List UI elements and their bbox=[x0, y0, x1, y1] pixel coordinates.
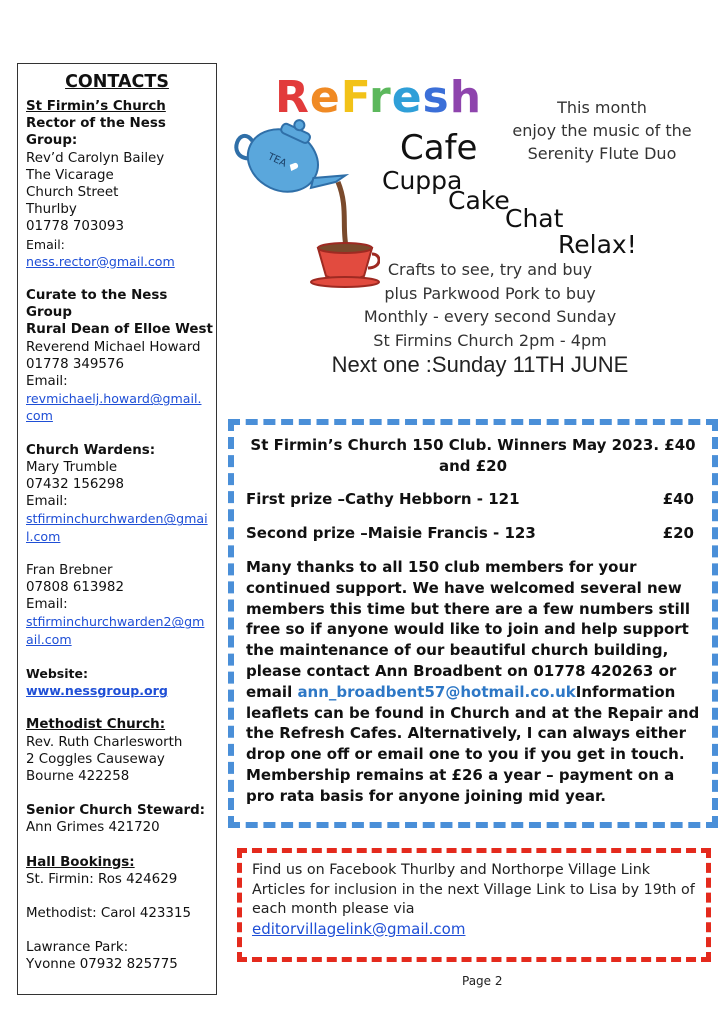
hall-lawrance: Yvonne 07932 825775 bbox=[26, 957, 178, 973]
music-line: This month bbox=[557, 98, 647, 117]
rector-email-label: Email: bbox=[26, 236, 65, 252]
rural-dean-role: Rural Dean of Elloe West bbox=[26, 322, 213, 338]
rector-address-1: The Vicarage bbox=[26, 167, 114, 183]
brand-letter: e bbox=[391, 72, 423, 123]
first-prize-label: First prize –Cathy Hebborn - 121 bbox=[246, 490, 520, 508]
rector-role: Rector of the Ness Group: bbox=[26, 116, 166, 149]
st-firmin-heading: St Firmin’s Church bbox=[26, 99, 166, 114]
cuppa-word: Cuppa bbox=[382, 166, 463, 195]
wardens-heading: Church Wardens: bbox=[26, 442, 156, 458]
find-us-text: Find us on Facebook Thurlby and Northorpe Village Link Articles for inclusion in the next Village Link to Lisa by 19th of each month please via bbox=[252, 862, 695, 918]
relax-word: Relax! bbox=[558, 230, 637, 259]
second-prize-amount: £20 bbox=[662, 524, 694, 542]
music-note bbox=[492, 96, 712, 165]
music-line: Serenity Flute Duo bbox=[527, 144, 677, 163]
curate-email-label: Email: bbox=[26, 374, 68, 390]
rector-phone: 01778 703093 bbox=[26, 219, 124, 235]
hall-bookings-heading: Hall Bookings: bbox=[26, 854, 135, 870]
curate-name: Reverend Michael Howard bbox=[26, 339, 201, 355]
chat-word: Chat bbox=[505, 204, 564, 233]
refresh-cafe-poster bbox=[230, 62, 710, 392]
warden-2-name: Fran Brebner bbox=[26, 562, 113, 578]
steward-heading: Senior Church Steward: bbox=[26, 803, 206, 819]
contacts-title: CONTACTS bbox=[65, 72, 169, 92]
website-label: Website: bbox=[26, 665, 88, 681]
info-line: Crafts to see, try and buy bbox=[387, 260, 593, 279]
cake-word: Cake bbox=[448, 186, 510, 215]
club-150-box bbox=[228, 419, 718, 828]
club-heading: St Firmin’s Church 150 Club. Winners May 2023. £40 and £20 bbox=[250, 436, 696, 475]
warden-2-phone: 07808 613982 bbox=[26, 580, 124, 596]
website-link[interactable]: www.nessgroup.org bbox=[26, 683, 168, 699]
club-message-outro: Information leaflets can be found in Church and at the Repair and the Refresh Cafes. Alternatively, I can always either drop one off or email one to you if you get in touch. Membership remains at £26 a year – payment on a pro rata basis for anyone joining mid year. bbox=[246, 682, 700, 805]
curate-phone: 01778 349576 bbox=[26, 356, 124, 372]
methodist-heading: Methodist Church: bbox=[26, 717, 166, 733]
next-event-date: Next one :Sunday 11TH JUNE bbox=[331, 352, 629, 377]
warden-2-email-label: Email: bbox=[26, 597, 68, 613]
rector-email-link[interactable]: ness.rector@gmail.com bbox=[26, 253, 175, 269]
teapot-label: TEA bbox=[265, 151, 289, 170]
hall-st-firmin: St. Firmin: Ros 424629 bbox=[26, 871, 178, 887]
methodist-address-2: Bourne 422258 bbox=[26, 768, 130, 784]
cafe-info bbox=[300, 258, 680, 352]
refresh-brand-title bbox=[275, 72, 482, 123]
first-prize-amount: £40 bbox=[662, 490, 694, 508]
brand-letter: h bbox=[449, 72, 483, 123]
first-prize-row bbox=[246, 489, 700, 510]
hall-methodist: Methodist: Carol 423315 bbox=[26, 905, 191, 921]
brand-letter: e bbox=[309, 72, 341, 123]
club-message-intro: Many thanks to all 150 club members for your continued support. We have welcomed several new members this time but there are a few numbers still free so if anyone would like to join and help support the maintenance of our beautiful church building, please contact Ann Broadbent on 01778 420263 or email bbox=[246, 558, 691, 701]
rector-name: Rev’d Carolyn Bailey bbox=[26, 150, 165, 166]
rector-address-3: Thurlby bbox=[26, 202, 77, 218]
second-prize-label: Second prize –Maisie Francis - 123 bbox=[246, 524, 536, 542]
warden-1-phone: 07432 156298 bbox=[26, 477, 124, 493]
methodist-minister-name: Rev. Ruth Charlesworth bbox=[26, 734, 183, 750]
warden-2-email-link[interactable]: stfirminchurchwarden2@gmail.com bbox=[26, 614, 205, 647]
curate-email-link[interactable]: revmichaelj.howard@gmail.com bbox=[26, 391, 202, 424]
brand-letter: r bbox=[368, 72, 392, 123]
brand-letter: F bbox=[340, 72, 369, 123]
editor-email-link[interactable]: editorvillagelink@gmail.com bbox=[252, 919, 466, 938]
second-prize-row bbox=[246, 523, 700, 544]
warden-1-email-label: Email: bbox=[26, 494, 68, 510]
warden-1-email-link[interactable]: stfirminchurchwarden@gmail.com bbox=[26, 511, 208, 544]
info-line: Monthly - every second Sunday bbox=[363, 307, 617, 326]
rector-address-2: Church Street bbox=[26, 185, 119, 201]
cafe-title: Cafe bbox=[400, 128, 478, 168]
steward-name: Ann Grimes 421720 bbox=[26, 820, 160, 836]
info-line: plus Parkwood Pork to buy bbox=[384, 283, 596, 303]
curate-role: Curate to the Ness Group bbox=[26, 288, 168, 321]
warden-1-name: Mary Trumble bbox=[26, 459, 118, 475]
hall-lawrance-label: Lawrance Park: bbox=[26, 940, 129, 956]
info-line: St Firmins Church 2pm - 4pm bbox=[373, 330, 607, 350]
music-line: enjoy the music of the bbox=[512, 121, 692, 140]
page-number: Page 2 bbox=[462, 974, 503, 988]
contacts-panel bbox=[17, 63, 217, 995]
brand-letter: R bbox=[275, 72, 310, 123]
club-message bbox=[246, 557, 700, 807]
find-us-box bbox=[237, 848, 711, 962]
club-contact-email[interactable]: ann_broadbent57@hotmail.co.uk bbox=[297, 682, 576, 701]
methodist-address-1: 2 Coggles Causeway bbox=[26, 751, 165, 767]
brand-letter: s bbox=[422, 72, 450, 123]
